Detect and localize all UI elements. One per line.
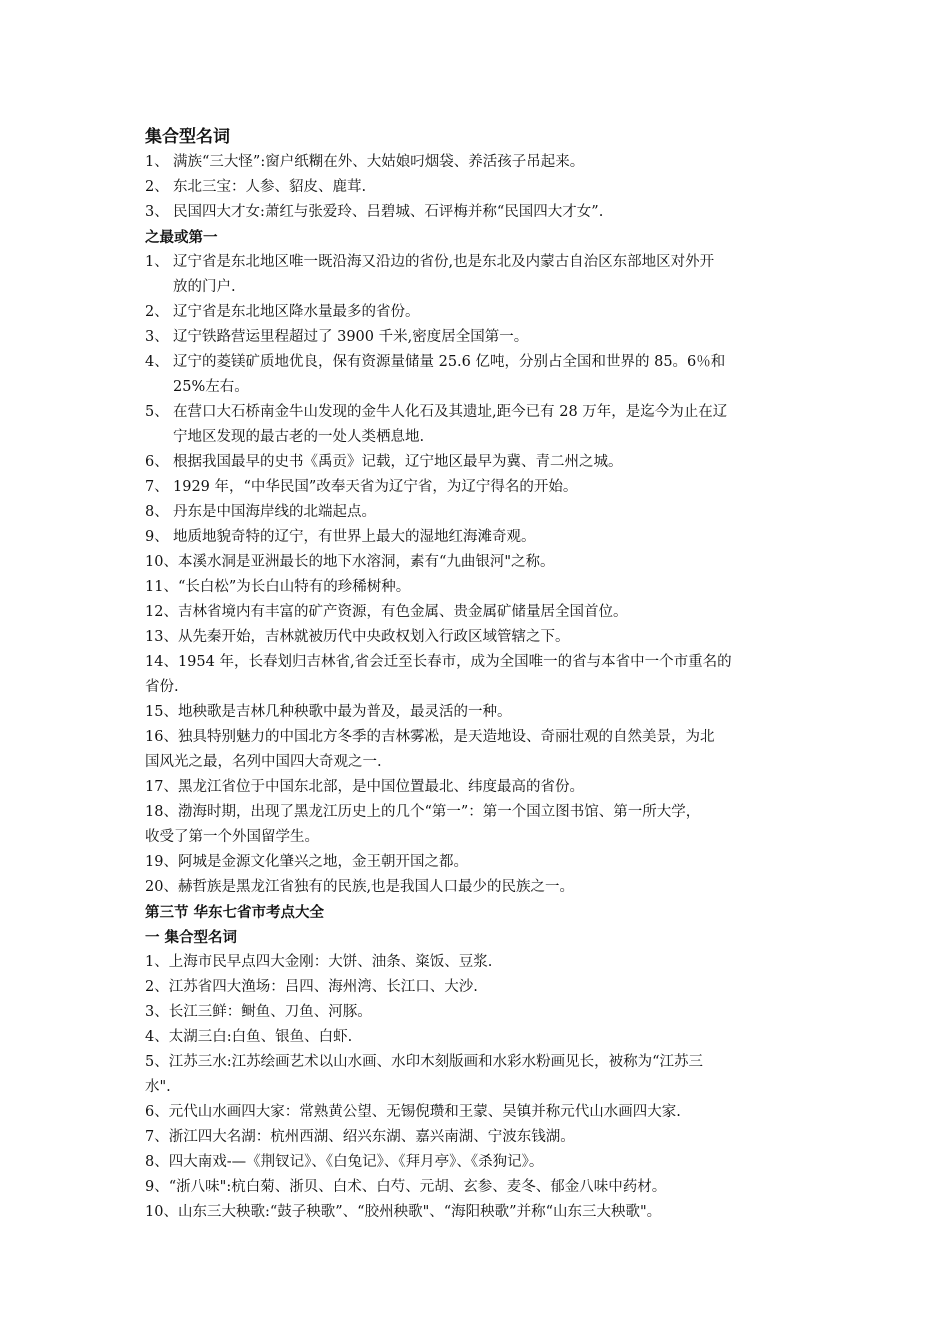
item-number: 19、 [145, 854, 178, 870]
item-number: 4、 [145, 1029, 169, 1045]
item-text-continuation: 宁地区发现的最古老的一处人类栖息地. [173, 429, 425, 445]
list-item [145, 950, 809, 975]
list-item [145, 175, 809, 200]
item-text: 辽宁的菱镁矿质地优良，保有资源量储量 25.6 亿吨，分别占全国和世界的 85。6％和 [173, 354, 726, 370]
list-item [145, 575, 809, 600]
list-item [145, 500, 809, 525]
item-text-continuation: 25%左右。 [173, 379, 249, 395]
item-text: 黑龙江省位于中国东北部，是中国位置最北、纬度最高的省份。 [177, 779, 584, 795]
list-item [145, 1150, 809, 1175]
list-item [145, 550, 809, 575]
item-number: 3、 [145, 1004, 169, 1020]
item-text-continuation: 收受了第一个外国留学生。 [145, 829, 319, 845]
item-number: 7、 [145, 479, 169, 495]
item-text-continuation: 国风光之最，名列中国四大奇观之一. [145, 754, 382, 770]
list-item [145, 1025, 809, 1050]
list-item [145, 850, 809, 875]
list-item [145, 700, 809, 725]
list-item [145, 875, 809, 900]
item-text: 独具特别魅力的中国北方冬季的吉林雾凇，是天造地设、奇丽壮观的自然美景，为北 [177, 729, 715, 745]
item-number: 2、 [145, 304, 169, 320]
section-heading-superlatives: 之最或第一 [145, 229, 218, 246]
item-number: 3、 [145, 329, 169, 345]
item-text: 根据我国最早的史书《禹贡》记载，辽宁地区最早为冀、青二州之城。 [173, 454, 623, 470]
item-number: 10、 [145, 1204, 178, 1220]
item-text: 长江三鲜：鲥鱼、刀鱼、河豚。 [168, 1004, 372, 1020]
item-number: 9、 [145, 1179, 169, 1195]
item-number: 1、 [145, 154, 169, 170]
item-text-continuation: 水". [145, 1079, 171, 1095]
list-item [145, 475, 809, 500]
item-number: 8、 [145, 1154, 169, 1170]
list-item [145, 400, 809, 425]
item-number: 15、 [145, 704, 178, 720]
item-text: 吉林省境内有丰富的矿产资源，有色金属、贵金属矿储量居全国首位。 [177, 604, 628, 620]
item-number: 8、 [145, 504, 169, 520]
list-item [145, 300, 809, 325]
item-number: 5、 [145, 1054, 169, 1070]
list-item [145, 150, 809, 175]
item-text: 1954 年，长春划归吉林省,省会迁至长春市，成为全国唯一的省与本省中一个市重名的 [177, 654, 732, 670]
item-number: 10、 [145, 554, 178, 570]
list-item [145, 650, 809, 675]
list-item [145, 250, 809, 275]
list-item [145, 350, 809, 375]
document-content [145, 124, 809, 1225]
list-item [145, 1200, 809, 1225]
list-item [145, 775, 809, 800]
list-item [145, 975, 809, 1000]
item-number: 9、 [145, 529, 169, 545]
item-text: 1929 年，“中华民国”改奉天省为辽宁省，为辽宁得名的开始。 [173, 479, 578, 495]
item-text: 满族“三大怪”:窗户纸糊在外、大姑娘叼烟袋、养活孩子吊起来。 [173, 154, 585, 170]
item-number: 20、 [145, 879, 178, 895]
list-item [145, 450, 809, 475]
item-text-continuation: 放的门户. [173, 279, 236, 295]
list-item [145, 1125, 809, 1150]
list-item [145, 600, 809, 625]
list-item [145, 1000, 809, 1025]
list-item [145, 1050, 809, 1075]
item-text: 太湖三白:白鱼、银鱼、白虾. [168, 1029, 353, 1045]
item-text: 地质地貌奇特的辽宁，有世界上最大的湿地红海滩奇观。 [173, 529, 536, 545]
item-number: 14、 [145, 654, 178, 670]
item-text: 辽宁省是东北地区唯一既沿海又沿边的省份,也是东北及内蒙古自治区东部地区对外开 [173, 254, 715, 270]
list-item [145, 325, 809, 350]
item-text: 山东三大秧歌:“鼓子秧歌”、“胶州秧歌"、“海阳秧歌”并称“山东三大秧歌"。 [177, 1204, 662, 1220]
item-number: 11、 [145, 579, 178, 595]
item-text: 地秧歌是吉林几种秧歌中最为普及，最灵活的一种。 [177, 704, 512, 720]
item-text: 在营口大石桥南金牛山发现的金牛人化石及其遗址,距今已有 28 万年，是迄今为止在辽 [173, 404, 728, 420]
list-item [145, 800, 809, 825]
list-item [145, 1100, 809, 1125]
item-text: 江苏三水:江苏绘画艺术以山水画、水印木刻版画和水彩水粉画见长，被称为“江苏三 [168, 1054, 704, 1070]
section-heading-collective-nouns: 集合型名词 [145, 127, 230, 147]
item-number: 6、 [145, 454, 169, 470]
list-item [145, 525, 809, 550]
section-subheading: 一 集合型名词 [145, 929, 238, 946]
item-number: 13、 [145, 629, 178, 645]
item-text: “浙八味":杭白菊、浙贝、白术、白芍、元胡、玄参、麦冬、郁金八味中药材。 [168, 1179, 667, 1195]
item-text-continuation: 省份. [145, 679, 179, 695]
item-text: 四大南戏-—《荆钗记》、《白兔记》、《拜月亭》、《杀狗记》。 [168, 1154, 544, 1170]
item-text: 元代山水画四大家：常熟黄公望、无锡倪瓒和王蒙、吴镇并称元代山水画四大家. [168, 1104, 681, 1120]
list-item [145, 200, 809, 225]
item-number: 16、 [145, 729, 178, 745]
item-text: 丹东是中国海岸线的北端起点。 [173, 504, 376, 520]
item-number: 6、 [145, 1104, 169, 1120]
item-number: 2、 [145, 979, 169, 995]
item-number: 1、 [145, 254, 169, 270]
item-text: 阿城是金源文化肇兴之地，金王朝开国之都。 [177, 854, 468, 870]
item-text: 辽宁省是东北地区降水量最多的省份。 [173, 304, 420, 320]
list-item [145, 725, 809, 750]
item-number: 7、 [145, 1129, 169, 1145]
item-text: 浙江四大名湖：杭州西湖、绍兴东湖、嘉兴南湖、宁波东钱湖。 [168, 1129, 575, 1145]
item-text: 江苏省四大渔场：吕四、海州湾、长江口、大沙. [168, 979, 478, 995]
item-text: 上海市民早点四大金刚：大饼、油条、粢饭、豆浆. [168, 954, 493, 970]
item-number: 1、 [145, 954, 169, 970]
list-item [145, 625, 809, 650]
item-number: 4、 [145, 354, 169, 370]
item-number: 17、 [145, 779, 178, 795]
item-number: 12、 [145, 604, 178, 620]
item-number: 3、 [145, 204, 169, 220]
list-item [145, 1175, 809, 1200]
item-text: 民国四大才女:萧红与张爱玲、吕碧城、石评梅并称“民国四大才女”. [173, 204, 604, 220]
item-text: 赫哲族是黑龙江省独有的民族,也是我国人口最少的民族之一。 [177, 879, 575, 895]
item-text: “长白松”为长白山特有的珍稀树种。 [177, 579, 411, 595]
item-number: 18、 [145, 804, 178, 820]
item-text: 本溪水洞是亚洲最长的地下水溶洞，素有“九曲银河"之称。 [177, 554, 555, 570]
item-number: 5、 [145, 404, 169, 420]
item-text: 辽宁铁路营运里程超过了 3900 千米,密度居全国第一。 [173, 329, 529, 345]
item-text: 东北三宝：人参、貂皮、鹿茸. [173, 179, 367, 195]
item-number: 2、 [145, 179, 169, 195]
item-text: 从先秦开始，吉林就被历代中央政权划入行政区域管辖之下。 [177, 629, 570, 645]
chapter-heading: 第三节 华东七省市考点大全 [145, 904, 325, 921]
item-text: 渤海时期，出现了黑龙江历史上的几个“第一”：第一个国立图书馆、第一所大学， [177, 804, 701, 820]
